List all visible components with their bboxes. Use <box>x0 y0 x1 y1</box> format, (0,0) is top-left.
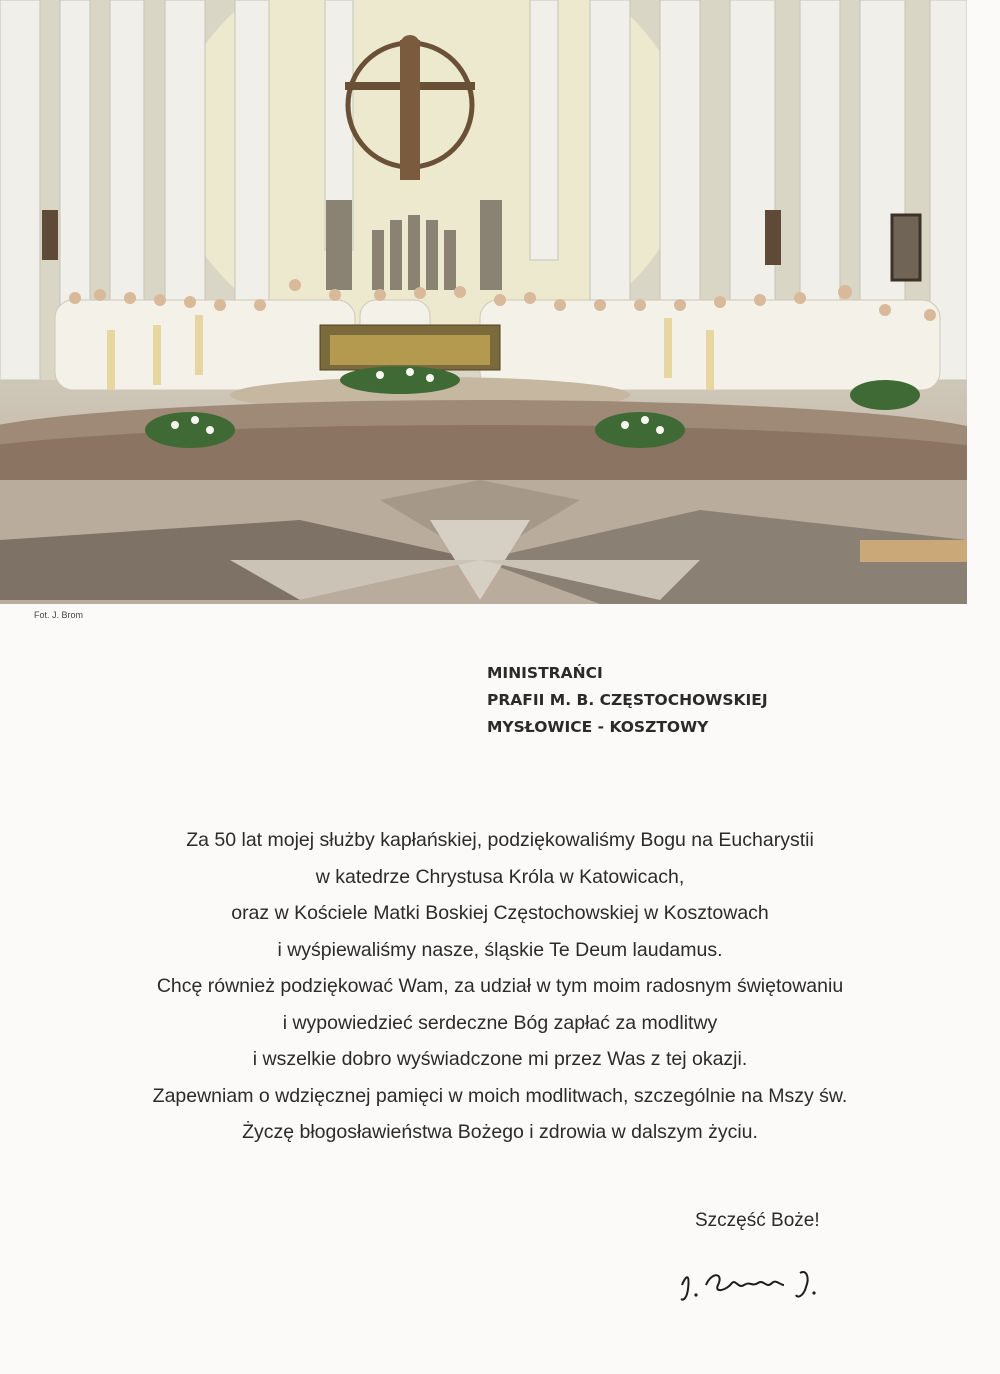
addressee-line-1: MINISTRAŃCI <box>487 664 603 682</box>
letter-line: Za 50 lat mojej służby kapłańskiej, podziękowaliśmy Bogu na Eucharystii <box>186 829 814 851</box>
letter-body <box>80 822 920 1151</box>
addressee-block <box>487 660 927 741</box>
letter-line: Życzę błogosławieństwa Bożego i zdrowia w dalszym życiu. <box>242 1121 758 1143</box>
letter-line: oraz w Kościele Matki Boskiej Częstochowskiej w Kosztowach <box>231 902 769 924</box>
addressee-line-2: PRAFII M. B. CZĘSTOCHOWSKIEJ <box>487 691 768 709</box>
letter-line: i wypowiedzieć serdeczne Bóg zapłać za modlitwy <box>282 1011 718 1034</box>
letter-line: w katedrze Chrystusa Króla w Katowicach, <box>315 865 685 888</box>
letter-line: i wszelkie dobro wyświadczone mi przez Was z tej okazji. <box>252 1048 748 1070</box>
handwritten-signature <box>672 1255 842 1320</box>
addressee-line-3: MYSŁOWICE - KOSZTOWY <box>487 718 709 736</box>
photo-credit: Fot. J. Brom <box>34 610 84 620</box>
letter-line: i wyśpiewaliśmy nasze, śląskie Te Deum laudamus. <box>277 938 723 961</box>
cathedral-photo <box>0 0 967 604</box>
letter-line: Zapewniam o wdzięcznej pamięci w moich modlitwach, szczególnie na Mszy św. <box>152 1084 848 1107</box>
cathedral-interior-image <box>0 0 967 604</box>
closing-greeting: Szczęść Boże! <box>695 1210 820 1231</box>
letter-line: Chcę również podziękować Wam, za udział w tym moim radosnym świętowaniu <box>156 975 844 997</box>
